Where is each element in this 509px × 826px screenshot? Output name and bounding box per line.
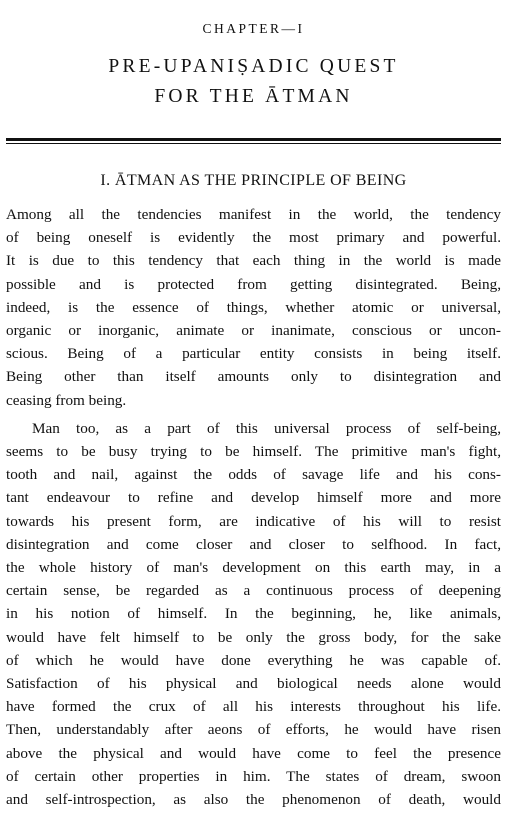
divider-thick <box>6 138 501 141</box>
text-line: indeed, is the essence of things, whether atomic or universal, <box>6 298 501 316</box>
chapter-label: CHAPTER—I <box>202 21 305 36</box>
text-line: of which he would have done everything he was capable of. <box>6 651 501 669</box>
text-line: Then, understandably after aeons of efforts, he would have risen <box>6 721 501 739</box>
text-line: tant endeavour to refine and develop himself more and more <box>6 489 501 507</box>
paragraph-1 <box>6 203 501 412</box>
body-text <box>6 203 501 811</box>
text-line: ceasing from being. <box>6 391 127 409</box>
paragraph-2 <box>6 417 501 811</box>
text-line: seems to be busy trying to be himself. The primitive man's fight, <box>6 443 501 461</box>
text-line: would have felt himself to be only the gross body, for the sake <box>6 628 501 646</box>
text-line: disintegration and come closer and closer to selfhood. In fact, <box>6 535 501 553</box>
text-line: tooth and nail, against the odds of savage life and his cons- <box>6 466 501 484</box>
text-line: Among all the tendencies manifest in the world, the tendency <box>6 206 501 223</box>
text-line: possible and is protected from getting disintegrated. Being, <box>6 275 501 293</box>
text-line: Man too, as a part of this universal process of self-being, <box>32 419 501 437</box>
text-line: certain sense, be regarded as a continuous process of deepening <box>6 582 501 600</box>
chapter-title-line-2: FOR THE ĀTMAN <box>154 86 353 107</box>
text-line: of being oneself is evidently the most primary and powerful. <box>6 229 501 247</box>
text-line: of certain other properties in him. The states of dream, swoon <box>6 767 501 785</box>
text-line: scious. Being of a particular entity consists in being itself. <box>6 345 501 363</box>
chapter-title <box>6 52 501 112</box>
chapter-title-line-1: PRE-UPANIṢADIC QUEST <box>108 56 399 77</box>
text-line: and self-introspection, as also the phenomenon of death, would <box>6 791 501 809</box>
divider-thin <box>6 143 501 144</box>
text-line: organic or inorganic, animate or inanimate, conscious or uncon- <box>6 322 501 340</box>
text-line: It is due to this tendency that each thing in the world is made <box>6 252 501 270</box>
text-line: above the physical and would have come to feel the presence <box>6 744 501 762</box>
text-line: Satisfaction of his physical and biological needs alone would <box>6 675 501 693</box>
text-line: the whole history of man's development on this earth may, in a <box>6 559 501 577</box>
text-line: towards his present form, are indicative of his will to resist <box>6 512 501 530</box>
text-line: in his notion of himself. In the beginning, he, like animals, <box>6 605 501 623</box>
text-line: have formed the crux of all his interests throughout his life. <box>6 698 501 716</box>
section-heading: I. ĀTMAN AS THE PRINCIPLE OF BEING <box>100 172 407 189</box>
text-line: Being other than itself amounts only to disintegration and <box>6 368 501 386</box>
